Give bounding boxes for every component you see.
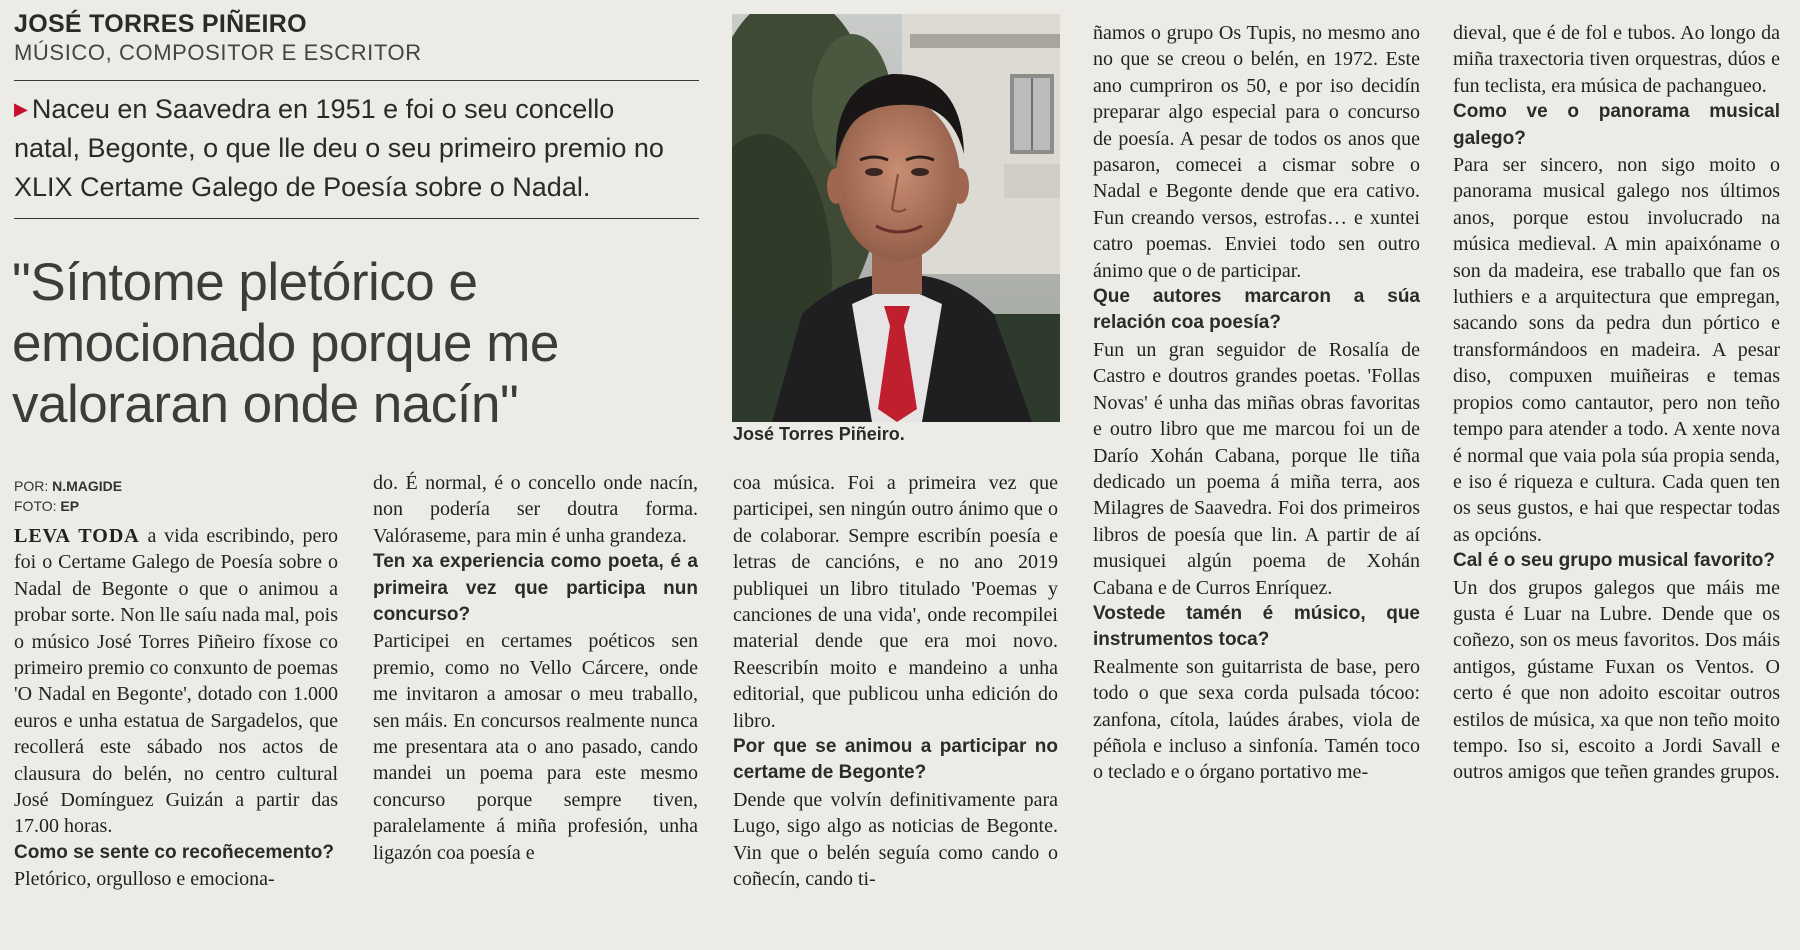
interview-answer: do. É normal, é o concello onde nacín, non podería ser doutra forma. Valóraseme, para min é unha grandeza. [373,472,698,547]
interview-answer: Un dos grupos galegos que máis me gusta é Luar na Lubre. Dende que os coñezo, son os meus favoritos. Dos máis antigos, gústame Fuxan os Ventos. O certo é que non adoito escoitar outros estilos de música, xa que non teño moito tempo. Iso si, escoito a Jordi Savall e outros amigos que teñen grandes grupos. [1453,576,1780,784]
article-column-1 [14,523,338,893]
article-column-2 [373,470,698,866]
lead-paragraph [14,90,664,207]
interview-question: Por que se animou a participar no certame de Begonte? [733,736,1058,784]
photo-source: EP [60,498,80,514]
article-column-5 [1453,20,1780,786]
portrait-illustration [732,14,1060,422]
article-column-3 [733,470,1058,893]
interview-answer: Fun un gran seguidor de Rosalía de Castro e doutros grandes poetas. 'Follas Novas' é unha das miñas obras favoritas e outro libro que me marcou foi un de Darío Xohán Cabana, porque lle tiña dedicado un poema á miña terra, aos Milagres de Saavedra. Foi dos primeiros libros de poesía que lin. A partir de aí musiquei algún poema de Xohán Cabana e de Curros Enríquez. [1093,338,1420,599]
interview-answer: dieval, que é de fol e tubos. Ao longo da miña traxectoria tiven orquestras, dúos e fun teclista, era música de pachangueo. [1453,22,1780,97]
interviewee-role: MÚSICO, COMPOSITOR E ESCRITOR [14,40,422,65]
photo-caption: José Torres Piñeiro. [733,424,905,444]
interview-question: Que autores marcaron a súa relación coa poesía? [1093,286,1420,334]
lead-rule [14,218,699,219]
photo-credit: FOTO: EP [14,498,80,514]
lead-marker-icon: ▶ [14,99,28,119]
interview-question: Cal é o seu grupo musical favorito? [1453,550,1776,572]
body-paragraph: LEVA TODA a vida escribindo, pero foi o Certame Galego de Poesía sobre o Nadal de Begonte o que o animou a probar sorte. Non lle saíu nada mal, pois o músico José Torres Piñeiro fíxose co primeiro premio co conxunto de poemas 'O Nadal en Begonte', dotado con 1.000 euros e unha estatua de Sargadelos, que recollerá este sábado nos actos de clausura do belén, no centro cultural José Domínguez Guizán a partir das 17.00 horas. [14,525,338,838]
author-name: N.MAGIDE [52,478,123,494]
credits [14,476,122,516]
interview-answer: Participei en certames poéticos sen premio, como no Vello Cárcere, onde me invitaron a amosar o meu traballo, sen máis. En concursos realmente nunca me presentara ata o ano pasado, cando mandei un poema para este mesmo concurso porque sempre tiven, paralelamente á miña profesión, unha ligazón coa poesía e [373,630,698,864]
interview-answer: Dende que volvín definitivamente para Lugo, sigo algo as noticias de Begonte. Vin que o belén seguía como cando o coñecín, cando ti- [733,788,1058,891]
author-credit: POR: N.MAGIDE [14,478,123,494]
portrait-photo [732,14,1060,422]
lead-in: LEVA TODA [14,525,140,547]
interview-question: Ten xa experiencia como poeta, é a primeira vez que participa nun concurso? [373,551,698,626]
interview-answer: coa música. Foi a primeira vez que participei, sen ningún outro ánimo que o de colaborar. Sempre escribín poesía e letras de cancións, e no ano 2019 publiquei un libro titulado 'Poemas y canciones de una vida', onde recompilei material dende que era moi novo. Reescribín moito e mandeino a unha editorial, que publicou unha edición do libro. [733,472,1058,732]
interview-question: Vostede tamén é músico, que instrumentos toca? [1093,602,1420,651]
interview-question: Como ve o panorama musical galego? [1453,101,1780,149]
header-rule [14,80,699,81]
headline: "Síntome pletórico e emocionado porque me valoraran onde nacín" [12,253,559,434]
interview-answer: Pletórico, orgulloso e emociona- [14,868,275,891]
article-column-4 [1093,20,1420,786]
interview-answer: ñamos o grupo Os Tupis, no mesmo ano no que se creou o belén, en 1972. Este ano cumpriron os 50, e por iso decidín preparar algo especial para o concurso de poesía. A pesar de todos os anos que pasaron, comecei a cismar sobre o Nadal e Begonte dende que era cativo. Fun creando versos, estrofas… e xuntei catro poemas. Enviei todo sen outro ánimo que o de participar. [1093,22,1420,282]
interview-question: Como se sente co recoñecemento? [14,841,334,863]
lead-text: Naceu en Saavedra en 1951 e foi o seu concello natal, Begonte, o que lle deu o seu primeiro premio no XLIX Certame Galego de Poesía sobre o Nadal. [14,94,664,202]
interviewee-name: JOSÉ TORRES PIÑEIRO [14,10,307,38]
interview-answer: Realmente son guitarrista de base, pero todo o que sexa corda pulsada tócoo: zanfona, cítola, laúdes árabes, viola de péñola e incluso a sinfonía. Tamén toco o teclado e o órgano portativo me- [1093,655,1420,784]
interview-answer: Para ser sincero, non sigo moito o panorama musical galego nos últimos anos, porque estou involucrado na música medieval. A min apaixóname o son da madeira, ese traballo que fan os luthiers e a arquitectura que empregan, sacando sons da pedra dun pórtico e transformándoos en madeira. A pesar diso, compuxen muiñeiras e temas propios como cantautor, pero non teño tempo para atender a todo. A xente nova é normal que vaia pola súa propia senda, e iso é riqueza e cultura. Cada quen ten os seus gustos, e hai que respectar todas as opcións. [1453,154,1780,546]
